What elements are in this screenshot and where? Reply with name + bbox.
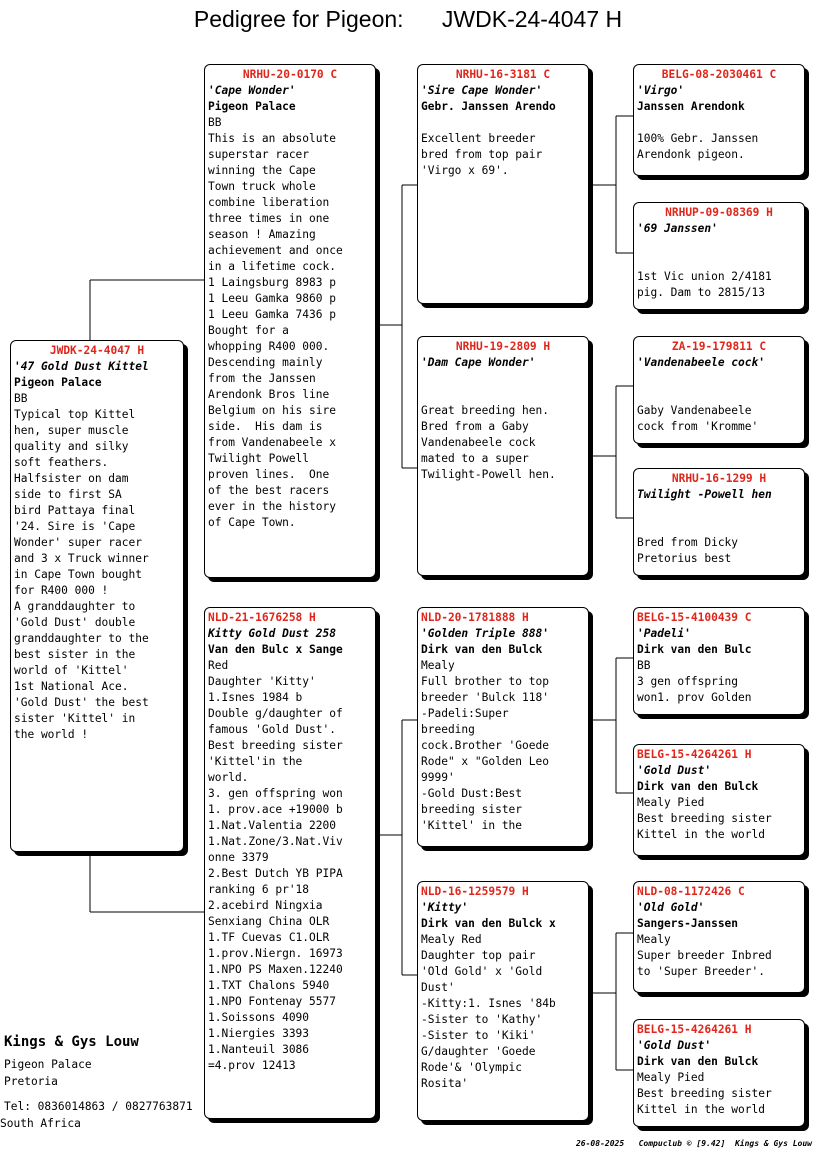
breeder: Dirk van den Bulck	[421, 643, 543, 656]
pigeon-name: 'Dam Cape Wonder'	[421, 356, 536, 369]
pigeon-name: Twilight -Powell hen	[637, 488, 772, 501]
breeder	[421, 371, 585, 387]
pedigree-card-dam-dam[interactable]	[417, 881, 589, 1121]
breeder	[637, 371, 801, 387]
ring-number: NLD-08-1172426 C	[637, 885, 745, 898]
breeder: Dirk van den Bulck	[637, 1055, 759, 1068]
description: Best breeding sister Kittel in the world	[637, 1087, 772, 1116]
color: Mealy	[421, 659, 455, 672]
color: Mealy Pied	[637, 796, 705, 809]
pigeon-name: 'Gold Dust'	[637, 1039, 712, 1052]
description: Full brother to top breeder 'Bulck 118' -Padeli:Super breeding cock.Brother 'Goede Rode" x "Golden Leo 9999' -Gold Dust:Best breeding sister 'Kittel' in the	[421, 675, 549, 832]
breeder: Pigeon Palace	[14, 376, 102, 389]
owner-name: Kings & Gys Louw	[4, 1034, 139, 1050]
footer-software: Compuclub © [9.42] Kings & Gys Louw	[638, 1139, 812, 1148]
ring-number: NRHU-19-2809 H	[455, 340, 551, 353]
pigeon-name: '47 Gold Dust Kittel	[14, 360, 149, 373]
color: BB	[637, 659, 651, 672]
title-prefix: Pedigree for Pigeon:	[193, 6, 404, 32]
description: 100% Gebr. Janssen Arendonk pigeon.	[637, 132, 759, 161]
pedigree-card-dam-sire[interactable]	[417, 607, 589, 847]
description: Gaby Vandenabeele cock from 'Kromme'	[637, 404, 759, 433]
pigeon-name: 'Golden Triple 888'	[421, 627, 549, 640]
description: Daughter 'Kitty' 1.Isnes 1984 b Double g/daughter of famous 'Gold Dust'. Best breeding sister 'Kittel'in the world. 3. gen offspring won 1. prov.ace +19000 b 1.Nat.Valentia 2200 1.Nat.Zone/3.Nat.Viv onne 3379 2.Best Dutch YB PIPA ranking 6 pr'18 2.acebird Ningxia Senxiang China OLR 1.TF Cuevas C1.OLR 1.prov.Niergn. 16973 1.NPO PS Maxen.12240 1.TXT Chalons 5940 1.NPO Fontenay 5577 1.Soissons 4090 1.Niergies 3393 1.Nanteuil 3086 =4.prov 12413	[208, 675, 343, 1072]
pigeon-name: 'Cape Wonder'	[208, 84, 296, 97]
breeder: Dirk van den Bulck x	[421, 917, 556, 930]
color	[421, 115, 585, 131]
color	[637, 519, 801, 535]
description: Great breeding hen. Bred from a Gaby Vandenabeele cock mated to a super Twilight-Powell hen.	[421, 404, 556, 481]
breeder: Dirk van den Bulck	[637, 780, 759, 793]
breeder: Gebr. Janssen Arendo	[421, 100, 556, 113]
description: Typical top Kittel hen, super muscle quality and silky soft feathers. Halfsister on dam side to first SA bird Pattaya final '24. Sire is 'Cape Wonder' super racer and 3 x Truck winner in Cape Town bought for R400 000 ! A granddaughter to 'Gold Dust' double granddaughter to the best sister in the world of 'Kittel' 1st National Ace. 'Gold Dust' the best sister 'Kittel' in the world !	[14, 408, 149, 741]
color	[637, 387, 801, 403]
color: Red	[208, 659, 229, 672]
ring-number: BELG-15-4264261 H	[637, 1023, 752, 1036]
pedigree-card-sss[interactable]	[633, 64, 805, 176]
pigeon-name: 'Old Gold'	[637, 901, 705, 914]
ring-number: NRHU-16-3181 C	[455, 68, 551, 81]
description: Best breeding sister Kittel in the world	[637, 812, 772, 841]
color	[637, 253, 801, 269]
breeder: Sangers-Janssen	[637, 917, 739, 930]
owner-phone: Tel: 0836014863 / 0827763871	[4, 1100, 193, 1113]
pigeon-name: 'Kitty'	[421, 901, 469, 914]
description: Bred from Dicky Pretorius best	[637, 536, 739, 565]
description: Daughter top pair 'Old Gold' x 'Gold Dust' -Kitty:1. Isnes '84b -Sister to 'Kathy' -Sister to 'Kiki' G/daughter 'Goede Rode'& 'Olympic Rosita'	[421, 949, 556, 1090]
ring-number: NLD-21-1676258 H	[208, 611, 316, 624]
description: Super breeder Inbred to 'Super Breeder'.	[637, 949, 772, 978]
pedigree-card-sire[interactable]	[204, 64, 376, 578]
pigeon-name: 'Gold Dust'	[637, 764, 712, 777]
color: Mealy Pied	[637, 1071, 705, 1084]
color: BB	[14, 392, 28, 405]
description: This is an absolute superstar racer winning the Cape Town truck whole combine liberation three times in one season ! Amazing achievement and once in a lifetime cock. 1 Laingsburg 8983 p 1 Leeu Gamka 9860 p 1 Leeu Gamka 7436 p Bought for a whopping R400 000. Descending mainly from the Janssen Arendonk Bros line Belgium on his sire side. His dam is from Vandenabeele x Twilight Powell proven lines. One of the best racers ever in the history of Cape Town.	[208, 132, 343, 529]
pigeon-name: 'Padeli'	[637, 627, 691, 640]
owner-line1: Pigeon Palace	[4, 1058, 92, 1071]
title-ring: JWDK-24-4047 H	[441, 6, 623, 32]
footer	[576, 1139, 812, 1148]
breeder: Dirk van den Bulc	[637, 643, 752, 656]
description: 1st Vic union 2/4181 pig. Dam to 2815/13	[637, 270, 772, 299]
ring-number: BELG-15-4264261 H	[637, 748, 752, 761]
pedigree-card-sire-sire[interactable]	[417, 64, 589, 304]
pedigree-card-dss[interactable]	[633, 607, 805, 715]
breeder	[637, 503, 801, 519]
pedigree-card-ddd[interactable]	[633, 1019, 805, 1127]
pedigree-card-dsd[interactable]	[633, 744, 805, 856]
ring-number: NLD-20-1781888 H	[421, 611, 529, 624]
ring-number: NRHUP-09-08369 H	[665, 206, 773, 219]
pigeon-name: '69 Janssen'	[637, 222, 718, 235]
pigeon-name: 'Vandenabeele cock'	[637, 356, 765, 369]
pedigree-card-sire-dam[interactable]	[417, 336, 589, 576]
color: BB	[208, 116, 222, 129]
description: 3 gen offspring won1. prov Golden	[637, 675, 752, 704]
ring-number: BELG-15-4100439 C	[637, 611, 752, 624]
color: Mealy	[637, 933, 671, 946]
owner-info	[0, 1034, 193, 1132]
color: Mealy Red	[421, 933, 482, 946]
breeder: Pigeon Palace	[208, 100, 296, 113]
description: Excellent breeder bred from top pair 'Virgo x 69'.	[421, 132, 543, 177]
pedigree-card-main[interactable]	[10, 340, 184, 852]
pigeon-name: 'Sire Cape Wonder'	[421, 84, 543, 97]
ring-number: NRHU-20-0170 C	[242, 68, 338, 81]
ring-number: ZA-19-179811 C	[671, 340, 767, 353]
ring-number: JWDK-24-4047 H	[49, 344, 145, 357]
color	[637, 115, 801, 131]
pedigree-card-dds[interactable]	[633, 881, 805, 993]
breeder: Janssen Arendonk	[637, 100, 745, 113]
owner-line2: Pretoria	[4, 1075, 58, 1088]
pedigree-card-sdd[interactable]	[633, 468, 805, 576]
ring-number: NLD-16-1259579 H	[421, 885, 529, 898]
ring-number: BELG-08-2030461 C	[661, 68, 777, 81]
owner-country: South Africa	[0, 1117, 81, 1130]
pedigree-card-sds[interactable]	[633, 336, 805, 444]
color	[421, 387, 585, 403]
pigeon-name: Kitty Gold Dust 258	[208, 627, 336, 640]
breeder: Van den Bulc x Sange	[208, 643, 343, 656]
ring-number: NRHU-16-1299 H	[671, 472, 767, 485]
breeder	[637, 237, 801, 253]
pedigree-card-ssd[interactable]	[633, 202, 805, 310]
footer-date: 26-08-2025	[575, 1139, 625, 1148]
pigeon-name: 'Virgo'	[637, 84, 685, 97]
pedigree-card-dam[interactable]	[204, 607, 376, 1119]
